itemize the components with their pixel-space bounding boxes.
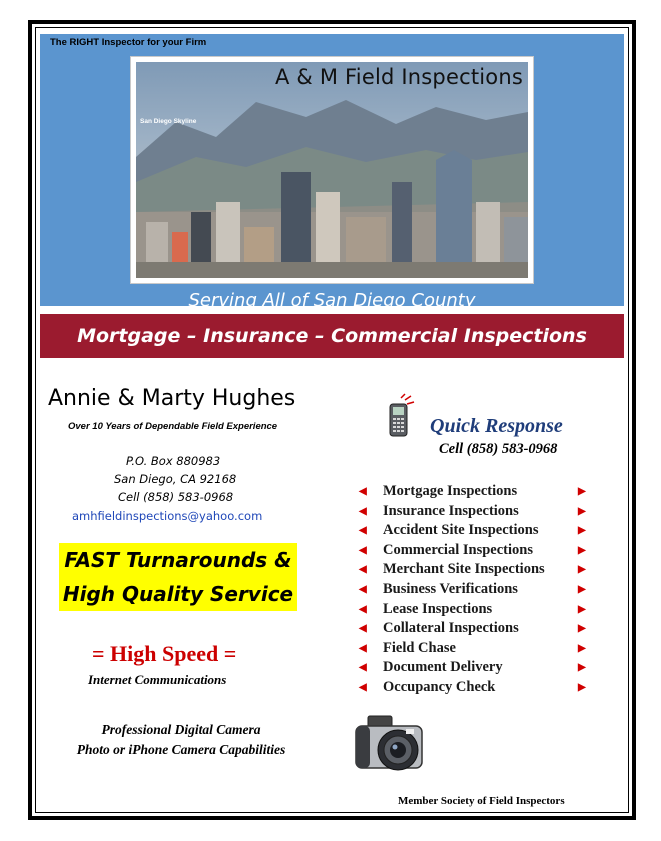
services-list bbox=[359, 482, 589, 698]
list-item: ◀ Merchant Site Inspections ▶ bbox=[359, 560, 589, 580]
arrow-right-icon: ▶ bbox=[578, 603, 586, 615]
list-item: ◀ Business Verifications ▶ bbox=[359, 580, 589, 600]
arrow-right-icon: ▶ bbox=[578, 564, 586, 576]
experience-text: Over 10 Years of Dependable Field Experience bbox=[68, 421, 278, 432]
photo-caption: San Diego Skyline bbox=[140, 118, 197, 125]
serving-text: Serving All of San Diego County bbox=[188, 290, 476, 311]
arrow-left-icon: ◀ bbox=[359, 505, 367, 517]
po-box: P.O. Box 880983 bbox=[126, 454, 221, 468]
mailing-address bbox=[112, 452, 292, 506]
skyline-illustration bbox=[136, 62, 528, 278]
high-speed-text: = High Speed = bbox=[92, 641, 237, 666]
digital-camera-icon bbox=[354, 714, 426, 778]
arrow-right-icon: ▶ bbox=[578, 505, 586, 517]
list-item: ◀ Occupancy Check ▶ bbox=[359, 678, 589, 698]
arrow-right-icon: ▶ bbox=[578, 544, 586, 556]
arrow-right-icon: ▶ bbox=[578, 642, 586, 654]
list-item: ◀ Lease Inspections ▶ bbox=[359, 600, 589, 620]
arrow-left-icon: ◀ bbox=[359, 603, 367, 615]
list-item: ◀ Accident Site Inspections ▶ bbox=[359, 521, 589, 541]
arrow-left-icon: ◀ bbox=[359, 642, 367, 654]
arrow-left-icon: ◀ bbox=[359, 486, 367, 497]
camera-capabilities bbox=[46, 720, 316, 760]
arrow-left-icon: ◀ bbox=[359, 681, 367, 693]
tagline: The RIGHT Inspector for your Firm bbox=[50, 37, 207, 48]
camera-line-2: Photo or iPhone Camera Capabilities bbox=[76, 742, 286, 757]
quick-response-title: Quick Response bbox=[430, 415, 563, 437]
fast-turnaround-box bbox=[59, 543, 297, 611]
header-banner bbox=[40, 34, 624, 311]
email-link[interactable]: amhfieldinspections@yahoo.com bbox=[72, 509, 263, 523]
photo-title: A & M Field Inspections bbox=[274, 65, 523, 89]
arrow-right-icon: ▶ bbox=[578, 623, 586, 635]
arrow-right-icon: ▶ bbox=[578, 525, 586, 537]
arrow-left-icon: ◀ bbox=[359, 544, 367, 556]
arrow-left-icon: ◀ bbox=[359, 662, 367, 674]
arrow-left-icon: ◀ bbox=[359, 525, 367, 537]
list-item: ◀ Collateral Inspections ▶ bbox=[359, 619, 589, 639]
quick-response-cell: Cell (858) 583-0968 bbox=[439, 441, 558, 457]
list-item: ◀ Field Chase ▶ bbox=[359, 639, 589, 659]
internet-text: Internet Communications bbox=[88, 672, 227, 687]
services-headline: Mortgage – Insurance – Commercial Inspections bbox=[40, 314, 624, 358]
cell-line: Cell (858) 583-0968 bbox=[118, 490, 234, 504]
arrow-right-icon: ▶ bbox=[578, 662, 586, 674]
membership-text: Member Society of Field Inspectors bbox=[398, 795, 565, 807]
city-line: San Diego, CA 92168 bbox=[114, 472, 237, 486]
skyline-image bbox=[136, 62, 528, 278]
arrow-left-icon: ◀ bbox=[359, 564, 367, 576]
arrow-left-icon: ◀ bbox=[359, 623, 367, 635]
camera-line-1: Professional Digital Camera bbox=[101, 722, 261, 737]
arrow-right-icon: ▶ bbox=[578, 583, 586, 595]
list-item: ◀ Mortgage Inspections ▶ bbox=[359, 482, 589, 502]
list-item: ◀ Document Delivery ▶ bbox=[359, 658, 589, 678]
arrow-right-icon: ▶ bbox=[578, 486, 586, 497]
fast-line-2: High Quality Service bbox=[62, 582, 294, 606]
arrow-left-icon: ◀ bbox=[359, 583, 367, 595]
list-item: ◀ Commercial Inspections ▶ bbox=[359, 541, 589, 561]
cell-phone-icon bbox=[387, 392, 417, 438]
skyline-photo bbox=[130, 56, 534, 284]
arrow-right-icon: ▶ bbox=[578, 681, 586, 693]
list-item: ◀ Insurance Inspections ▶ bbox=[359, 502, 589, 522]
fast-line-1: FAST Turnarounds & bbox=[64, 548, 292, 572]
contact-name: Annie & Marty Hughes bbox=[48, 386, 296, 411]
flyer-frame bbox=[28, 20, 636, 820]
